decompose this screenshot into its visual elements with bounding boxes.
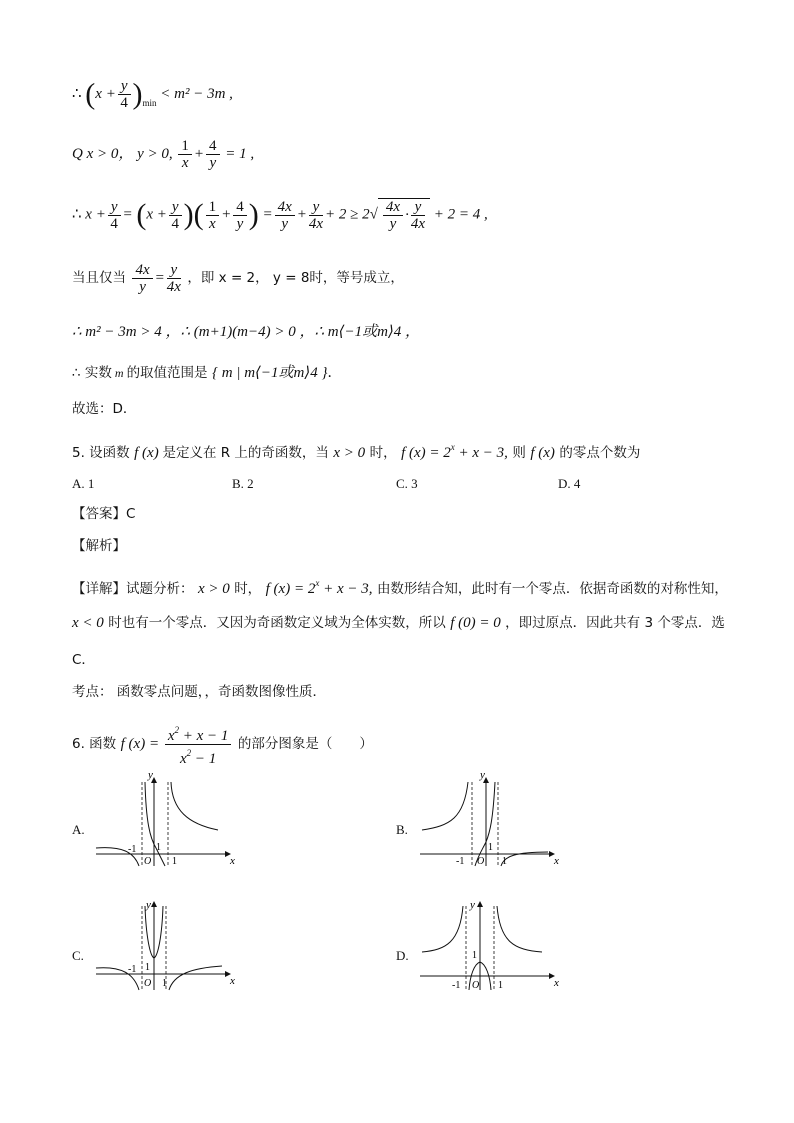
range-line: ∴ 实数 m 的取值范围是 { m | m⟨−1或m⟩4 }． [72,365,342,381]
graph-c [92,896,238,992]
q5-analysis-label: 【解析】 [72,538,126,554]
tick-neg: -1 [128,844,137,855]
svg-text:O: O [144,978,152,989]
q5-stem: 5. 设函数 f (x) 是定义在 R 上的奇函数，当 x > 0 时， f $(x) = 2^x + x - 3$, 则 f (x) 的零点个数为 [72,442,641,461]
svg-text:x: x [230,975,235,987]
condition-line: Q x > 0， y > 0, $\frac{1}{x}$ + $\frac{4}{y}$ = 1 , [72,138,255,171]
svg-text:y: y [146,899,151,911]
q5-option-b: B. 2 [232,476,254,491]
svg-text:1: 1 [145,962,150,973]
q5-kaodian: 考点： 函数零点问题，，奇函数图像性质． [72,684,327,700]
svg-text:1: 1 [488,842,493,853]
svg-text:x: x [554,977,559,989]
svg-text:1: 1 [162,978,167,989]
svg-text:O: O [477,856,485,867]
graph-b [416,772,562,868]
svg-text:y: y [470,899,475,911]
tick-pos: 1 [172,856,177,867]
q5-option-c: C. 3 [396,476,418,491]
svg-text:O: O [472,980,480,991]
graph-d [416,896,562,992]
svg-text:x: x [554,855,559,867]
conclusion-line: 故选：D． [72,401,137,417]
x-axis-label: x [230,855,235,867]
ineq-line-1: ∴ (x + $\frac{y}{4}$ )$_{min} < m^2 - 3m$ , [72,77,233,111]
svg-text:-1: -1 [452,980,461,991]
q5-option-a: A. 1 [72,476,95,491]
graph-a-label: A. [72,822,85,837]
factor-line: ∴ m² − 3m > 4 ，∴ (m+1)(m−4) > 0 ，∴ m⟨−1或m⟩4 ， [72,324,421,340]
svg-text:1: 1 [502,856,507,867]
svg-text:y: y [480,772,485,781]
origin-label: O [144,856,152,867]
svg-text:1: 1 [472,950,477,961]
q5-detail-line-3: C． [72,652,95,668]
equality-line: 当且仅当 $\frac{4x}{y}$ = $\frac{y}{4x}$ ，即 x = 2， y = 8时，等号成立， [72,262,404,295]
graph-a [92,772,238,868]
graph-b-label: B. [396,822,408,837]
svg-text:1: 1 [156,842,161,853]
q6-stem: 6. 函数 f (x) = $\frac{x^2 + x - 1}{x^2 - 1}$ 的部分图象是（ ） [72,722,373,767]
svg-text:-1: -1 [128,964,137,975]
q5-detail-line-1: 【详解】试题分析： x > 0 时， f $(x) = 2^x + x - 3$, 由数形结合知，此时有一个零点．依据奇函数的对称性知， [72,578,728,597]
q5-option-d: D. 4 [558,476,581,491]
q5-detail-line-2: x < 0 时也有一个零点．又因为奇函数定义域为全体实数，所以 f (0) = 0 ，即过原点．因此共有 3 个零点．选 [72,615,725,631]
svg-text:1: 1 [498,980,503,991]
svg-text:-1: -1 [456,856,465,867]
y-axis-label: y [148,772,153,781]
q5-answer: 【答案】C [72,506,136,522]
graph-c-label: C. [72,948,84,963]
am-gm-line: ∴ x + $\frac{y}{4}$ = (x + $\frac{y}{4}$ )( $\frac{1}{x}$ + $\frac{4}{y}$ ) = $\frac{4x}{y}$ + $\frac{y}{4x}$ + 2 ≥ 2√ $\frac{4x}{y}$ · $\frac{y}{4x}$ + 2 = 4 , [72,198,488,232]
graph-d-label: D. [396,948,409,963]
